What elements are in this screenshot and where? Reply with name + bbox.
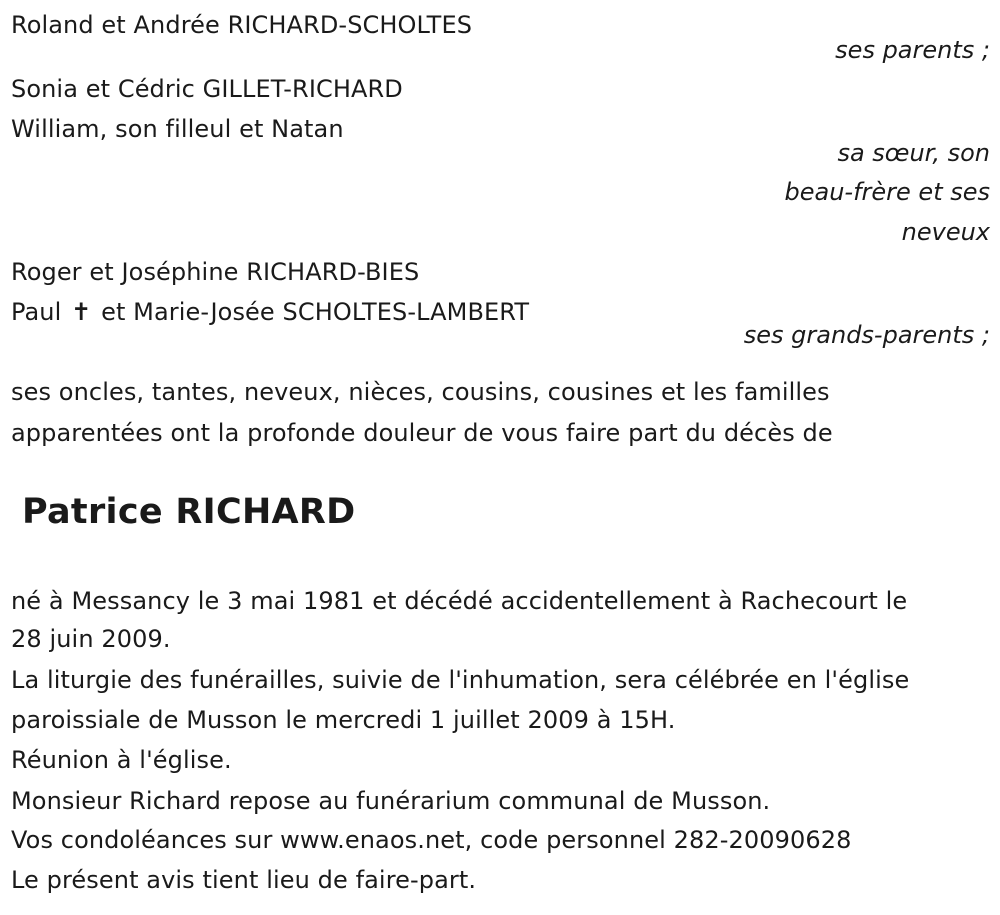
- details-line5: Réunion à l'église.: [11, 746, 232, 774]
- sister-names: Sonia et Cédric GILLET-RICHARD: [11, 75, 403, 103]
- sister-role-line2: beau-frère et ses: [784, 178, 990, 206]
- parents-names: Roland et Andrée RICHARD-SCHOLTES: [11, 11, 473, 39]
- sister-role-line3: neveux: [901, 218, 990, 246]
- nephews-names: William, son filleul et Natan: [11, 115, 344, 143]
- details-line4: paroissiale de Musson le mercredi 1 juillet 2009 à 15H.: [11, 706, 676, 734]
- details-line2: 28 juin 2009.: [11, 625, 171, 653]
- details-line7: Vos condoléances sur www.enaos.net, code personnel 282-20090628: [11, 826, 852, 854]
- deceased-name: Patrice RICHARD: [22, 492, 356, 532]
- sister-role-line1: sa sœur, son: [837, 139, 990, 167]
- details-line3: La liturgie des funérailles, suivie de l'inhumation, sera célébrée en l'église: [11, 666, 910, 694]
- announcement-line1: ses oncles, tantes, neveux, nièces, cousins, cousines et les familles: [11, 378, 830, 406]
- grandparents2-rest: et Marie-Josée SCHOLTES-LAMBERT: [101, 298, 530, 326]
- details-line8: Le présent avis tient lieu de faire-part.: [11, 866, 477, 894]
- grandfather-first-name: Paul: [11, 298, 62, 326]
- parents-role: ses parents ;: [835, 36, 990, 64]
- details-line1: né à Messancy le 3 mai 1981 et décédé accidentellement à Rachecourt le: [11, 587, 908, 615]
- details-line6: Monsieur Richard repose au funérarium communal de Musson.: [11, 787, 771, 815]
- cross-icon: ✝: [71, 298, 92, 326]
- grandparents1-names: Roger et Joséphine RICHARD-BIES: [11, 258, 420, 286]
- announcement-line2: apparentées ont la profonde douleur de vous faire part du décès de: [11, 419, 833, 447]
- grandparents-role: ses grands-parents ;: [743, 321, 990, 349]
- grandparents2-names: [11, 297, 529, 327]
